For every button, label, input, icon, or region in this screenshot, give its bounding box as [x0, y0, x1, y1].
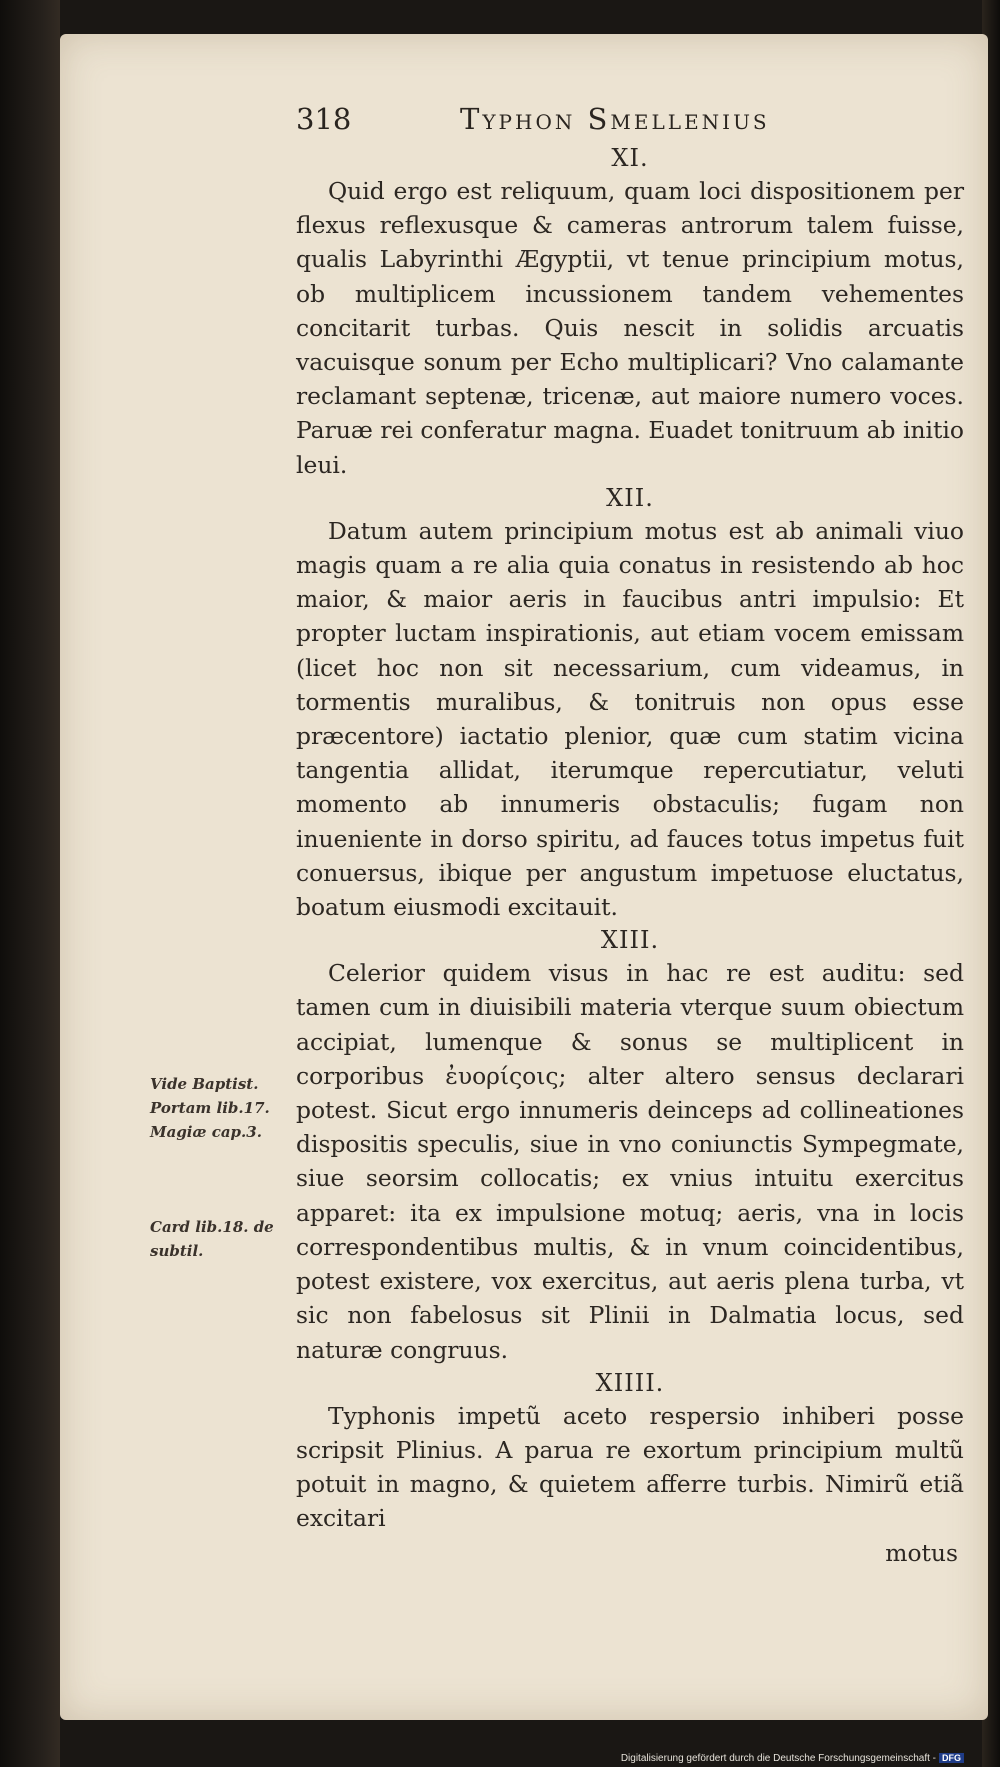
digitization-footer: [621, 1753, 964, 1764]
section-paragraph: Datum autem principium motus est ab animali viuo magis quam a re alia quia conatus in resistendo ab hoc maior, & maior aeris in faucibus antri impulsio: Et propter luctam inspirationis, aut etiam vocem emissam (licet hoc non sit necessarium, cum videamus, in tormentis muralibus, & tonitruis non opus esse præcentore) iactatio plenior, quæ cum statim vicina tangentia allidat, iterumque repercutiatur, veluti momento ab innumeris obstaculis; fugam non inueniente in dorso spiritu, ad fauces totus impetus fuit conuersus, ibique per angustum impetuose eluctatus, boatum eiusmodi excitauit.: [296, 516, 964, 922]
main-text-column: [296, 142, 964, 1570]
catchword: motus: [885, 1538, 958, 1567]
book-spine: [0, 0, 60, 1767]
marginal-note-cardano: Card lib.18. de subtil.: [150, 1218, 274, 1260]
marginal-note-porta: Vide Baptist. Portam lib.17. Magiæ cap.3.: [150, 1075, 270, 1141]
catchword-line: [296, 1536, 964, 1570]
dfg-logo: DFG: [939, 1753, 964, 1763]
page-number: 318: [296, 102, 352, 136]
running-title: Typhon Smellenius: [460, 102, 770, 136]
section-xiii: [296, 924, 964, 1366]
section-paragraph: Celerior quidem visus in hac re est auditu: sed tamen cum in diuisibili materia vterque suum obiectum accipiat, lumenque & sonus se multiplicent in corporibus ἐυορίςοις; alter altero sensus declarari potest. Sicut ergo innumeris deinceps ad collineationes dispositis speculis, siue in vno coniunctis Sympegmate, siue seorsim collocatis; ex vnius intuitu exercitus apparet: ita ex impulsione motuq; aeris, vna in locis correspondentibus multis, & in vnum coincidentibus, potest existere, vox exercitus, aut aeris plena turba, vt sic non fabelosus sit Plinii in Dalmatia locus, sed naturæ congruus.: [296, 959, 964, 1364]
section-xii: [296, 482, 964, 924]
section-heading: XI.: [611, 144, 649, 172]
section-xi: [296, 142, 964, 482]
section-paragraph: Typhonis impetũ aceto respersio inhiberi posse scripsit Plinius. A parua re exortum principium multũ potuit in magno, & quietem afferre turbis. Nimirũ etiã excitari: [296, 1401, 964, 1533]
book-page: [60, 34, 988, 1720]
section-heading: XIIII.: [595, 1368, 665, 1397]
section-heading: XIII.: [600, 926, 660, 955]
section-paragraph: Quid ergo est reliquum, quam loci dispositionem per flexus reflexusque & cameras antrorum talem fuisse, qualis Labyrinthi Ægyptii, vt tenue principium motus, ob multiplicem incussionem tandem vehementes concitarit turbas. Quis nescit in solidis arcuatis vacuisque sonum per Echo multiplicari? Vno calamante reclamant septenæ, tricenæ, aut maiore numero voces. Paruæ rei conferatur magna. Euadet tonitruum ab initio leui.: [296, 177, 964, 479]
section-heading: XII.: [606, 483, 654, 512]
section-xiiii: [296, 1367, 964, 1536]
running-head: [60, 102, 988, 142]
footer-text: Digitalisierung gefördert durch die Deutsche Forschungsgemeinschaft -: [620, 1753, 936, 1764]
